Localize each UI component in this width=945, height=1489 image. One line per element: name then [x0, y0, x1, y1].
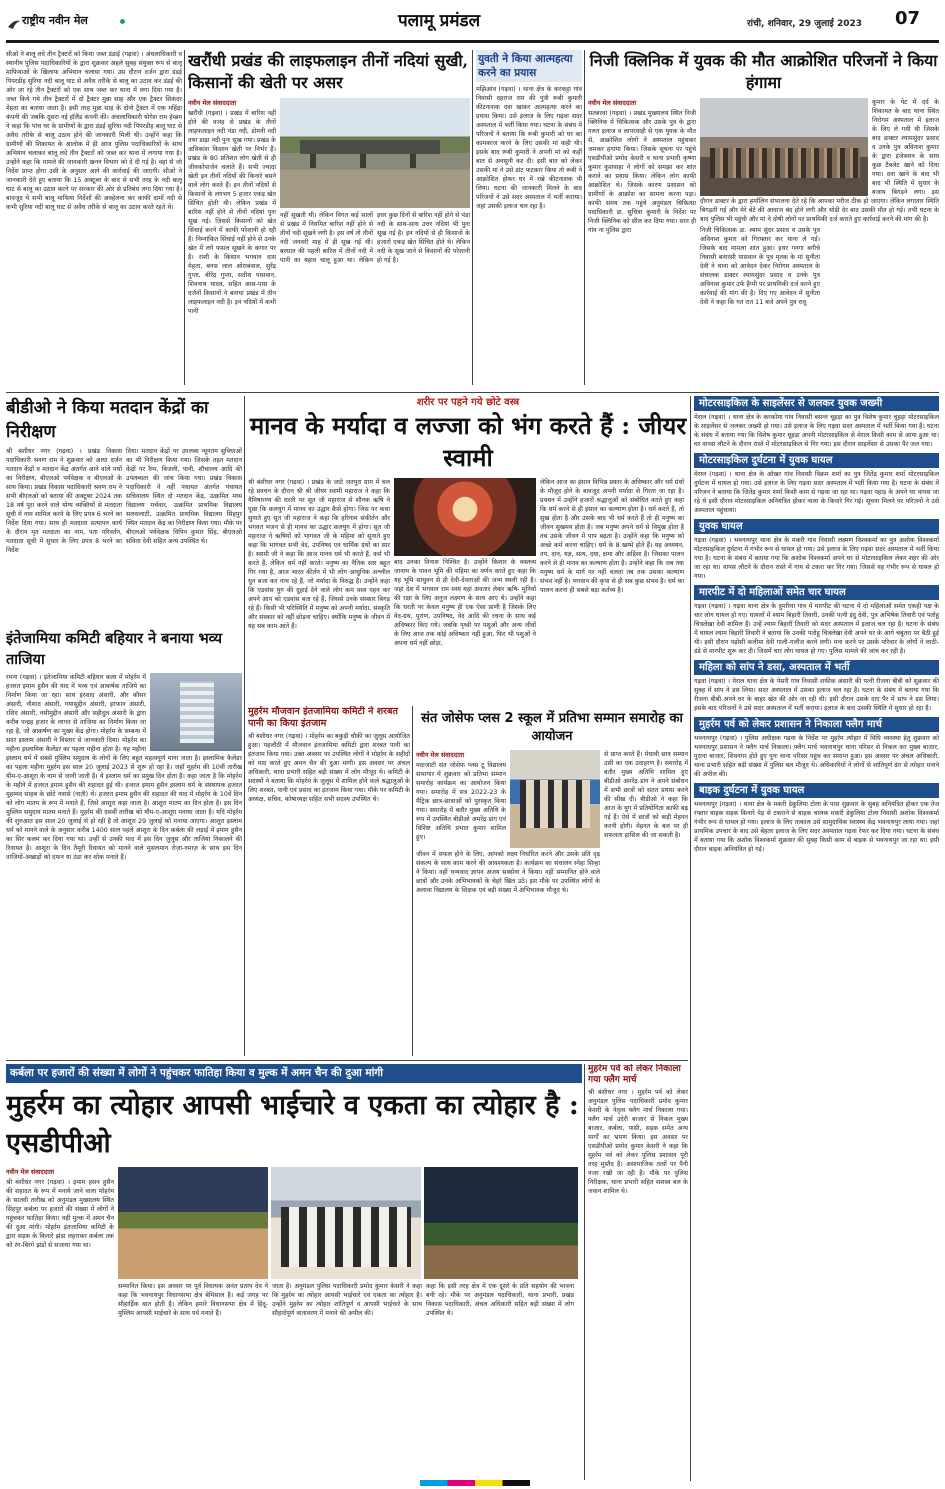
- photo-swami: [394, 478, 536, 556]
- article-body: भवनाथपुर (गढ़वा) । पुलिस अधीक्षक गढ़वा के निर्देश पर मुहर्रम त्योहार में विधि व्यवस्था हेतु शुक्रवार को भवनाथपुर प्रशासन ने फ्लैग मार्च निकाला। फ्लैग मार्च भवनाथपुर थाना परिसर से निकल कर मुख्य बाजार, पुराना बाजार, शिवनगर होते हुए पुनः थाना परिसर पहुंच कर समाप्त हुआ। इस अवसर पर अंचल अधिकारी, थाना प्रभारी सहित बड़ी संख्या में पुलिस बल मौजूद थे। अधिकारियों ने लोगों से शांतिपूर्ण ढंग से त्योहार मनाने की अपील की।: [694, 735, 939, 778]
- column-divider: [690, 396, 691, 1481]
- article-body: श्री बंशीधर नगर (गढ़वा) । इमाम हसन हुसैन की शहादत के रूप में मनाये जाने वाला मोहर्रम के सातवी तारीख को अनुमंडल मुख्यालय स्थित सिंहपुर कर्बला पर हजारों की संख्या में लोगों ने पहुंचकर फातिहा किया। वहीं मुल्क में अमन चैन की दुआ मांगी। मोहर्रम इंतजामिया कमिटी के द्वारा सड़क के किनारे झंडा लहराकर कर्बला तक को रंग-बिरंगे झंडों से सजाया गया था।: [6, 1179, 114, 1249]
- byline: नवीन मेल संवाददाता: [416, 751, 465, 759]
- column-divider: [584, 1064, 585, 1480]
- article-body: श्री बंशीधर नगर (गढ़वा) । प्रखंड के जाटे जतपुरा ग्राम में चल रहे प्रवचन के दौरान श्री श्री जीयर स्वामी महाराज ने कहा कि नैमिषारण्य की धरती पर सूत जी महाराज से शौनक ऋषि ने पूछा कि कलयुग में मानव का उद्धार कैसे होगा। जिस पर कथा सुनाते हुए सूत जी महाराज ने कहा कि हरिनाम संकीर्तन और भगवत भजन से ही मानव का उद्धार कलयुग में होगा। सूत जी महाराज ने ऋषियों को भागवत जी के महिमा को सुनाते हुए कहा कि भागवत सभी वेद, उपनिषद एवं धार्मिक ग्रंथों का सार है। स्वामी जी ने कहा कि आज मानव धर्म भी करते हैं, कर्म भी करते हैं, लेकिन धर्म नहीं करते। मनुष्य का नैतिक स्तर बहुत गिर गया है, आज भारत कीर्तन में भी लोग आधुनिक अश्लील धुन बजा कर नाच रहे हैं, जो मर्यादा के विरुद्ध है। उन्होंने कहा कि एडवांस युग की दुहाई देने वाले लोग कम वस्त्र पहन कर अपने आप को एडवांस बता रहे हैं, जिससे उनके संस्कार बिगड़ रहे हैं। किसी भी परिस्थिति में मनुष्य को अपनी मर्यादा, संस्कृति और संस्कार को नहीं छोड़ना चाहिए। क्योंकि मनुष्य के जीवन में यह सब काम आते हैं।: [248, 479, 390, 630]
- article-jiyar-swami: [248, 396, 688, 702]
- article-body: खरौंधी (गढ़वा) । प्रखंड में बारिश नहीं होने की वजह से प्रखंड के तीनों लाइफलाइन नदी पंडा नदी, डोमनी नदी तथा डाढ़ा नदी पुनः सूख गया। प्रखंड के अधिकांश किसान खेती पर निर्भर हैं। प्रखंड के 80 प्रतिशत लोग खेती से ही जीवकोपार्जन चलाते हैं। सभी ज्यादा खेती इन तीनों नदियों की किनारे बसने वाले लोग करते हैं। इन तीनों नदियों से किसानों के लगभग 5 हजार एकड़ खेत सिंचित होती थी। लेकिन प्रखंड में बारिश नहीं होने से तीनों नदियां पुनः सूख गई। जिससे किसानों को खेत सिंचाई करने में काफी परेशानी हो रही है। निम्नांकित सिंचाई नहीं होने से उनके खेत में लगे फसल सूखने के कगार पर है। राशी के किसान भगवान दास मेहता, बनस लाल ओराबंवाल, सुरेंद्र गुप्ता, बीरेंद्र गुप्ता, सतीश पासवान, शिवनाथ यादव, सहित आस-पास के दर्जनों किसानों ने बताया प्रखंड में तीन लाइफलाइन नदी है। इन नदियों में कभी पानी: [188, 110, 276, 315]
- article-body: सम्मानित किया। इस अवसर पर पूर्व विधायक अनंत प्रताप देव ने कहा कि भवनाथपुर विधानसभा क्षेत्र बेमिसाल है। कई जगह पर सौहार्द्रिक बात होती है। लेकिन हमारे विधानसभा क्षेत्र में हिंदू-मुस्लिम आपसी भाईचारे के साथ पर्व मनाते हैं।: [118, 1283, 268, 1317]
- bird-icon: [8, 19, 20, 29]
- dateline: रांची, शनिवार, 29 जुलाई 2023: [747, 19, 862, 29]
- brand-logo: [8, 14, 20, 24]
- article-body: श्री बंशीधर नगर (गढ़वा) । प्रखंड विकास पदाधिकारी श्रवण राम ने शुक्रवार को आधा दर्जन मतदान केंद्रों व मतदान केंद्र अंतर्गत आने वाले पथों का निरीक्षण, बीएलओ पर्यवेक्षक व बीएलओ के साथ किया। प्रखंड विकास पदाधिकारी श्रवण राम ने सभी बीएलओ को बताया की अक्टूबर 2024 तक 18 वर्ष पूरा करने वाले योग्य व्यक्तियों से मतदाता सूची में नाम शामिल करने के लिए प्रपत्र 6 भरने का निर्देश दिया गया। साथ ही मतदाता सत्यापन कार्य के दौरान मृत मतदाता का नाम, पता परिवर्तन, मतदाता सूची में सुधार के लिए प्रपत्र 8 भरने का निर्देश: [6, 448, 122, 554]
- right-column-briefs: [694, 396, 939, 1481]
- photo-karbala-crowd: [118, 1167, 268, 1279]
- brief-snakebite: [694, 660, 939, 713]
- article-body: जाता है। अनुमंडल पुलिस पदाधिकारी प्रमोद कुमार केसरी ने कहा कि मुहर्रम का त्योहार आपसी भाईचारे एवं एकता का त्योहार है। उन्होंने मुहर्रम का त्योहार शांतिपूर्ण व आपसी भाईचारे के साथ सौहार्दपूर्ण वातावरण में मनाने की अपील की।: [272, 1283, 422, 1317]
- article-body: सीओ ने बालू लदे तीन ट्रैक्टरों को किया जब्त डंडाई (गढ़वा) । अंचलाधिकारी व स्थानीय पुलिस पदाधिकारियों के द्वारा शुक्रवार अहले सुबह संयुक्त रूप से बालू माफियाओं के खिलाफ अभियान चलाया गया। उस दौरान दर्जन द्वारा डंडई पिपरडीह सुरिया नदी बालू घाट से अवैध तरीके से बालू का उठाव कर डंडई की ओर जा रहे तीन ट्रैक्टरों को एक साथ जब्त कर थाना में लगा दिया गया है। जब्त किये गये तीन ट्रैक्टरों में दो ट्रैक्टर मुन्ना साह और एक ट्रैक्टर सिकंदर मेहता का बताया जाता है। इसी तरह मुन्ना साह के दोनो ट्रैक्टर में एक महिंद्रा कंपनी की जबकि दूसरा नई हॉलैंड कंपनी की। अंचलाधिकारी योगेश राम हेम्ब्रम ने कहा कि पांच घर के ग्रामीणों के द्वारा डंडई सुरिया नदी पिपरडीह बालू घाट से अवैध तरीके से बालू उठाव होने की जानकारी मिली थी। उन्होंने कहा कि ग्रामीणों की शिकायत के आलोक में ही आज पुलिस पदाधिकारियों के साथ अभियान चलाकर बालू लदे तीन ट्रैक्टरों को जब्त कर थाना में लगाया गया है। उन्होंने कहा कि मामले की जानकारी खनन विभाग को दे दी गई है। वहां से जो निर्देश प्राप्त होगा उसी के अनुसार आगे की कार्रवाई की जाएगी। सीओ ने जानकारी देते हुए बताया कि 15 अक्टूबर के बाद से सभी तरह के नदी बालू घाट से बालू का उठाव करने पर सरकार की ओर से प्रतिबंध लगा दिया गया है। बावजूद ये सभी बालू माफिया निर्देशों की अवहेलना कर काफी दामों नदी से कभी सुरिया नदी बालू घाट से अवैध तरीके से बालू का उठाव करते रहते थे।: [6, 51, 182, 211]
- headline: मोटरसाइकिल के साइलेंसर से जलकर युवक जख्मी: [694, 396, 939, 411]
- section-title: पलामू प्रमंडल: [398, 11, 481, 31]
- column-divider: [244, 396, 245, 1056]
- headline: मानव के मर्यादा व लज्जा को भंग करते हैं : जीयर स्वामी: [249, 411, 687, 472]
- headline-box: [476, 50, 582, 82]
- headline: मुहर्रम पर्व को लेकर प्रशासन ने निकाला फ्लैग मार्च: [694, 717, 939, 732]
- brief-silencer: [694, 396, 939, 449]
- article-body: सतबरवा (गढ़वा) । प्रखंड मुख्यालय स्थित निजी क्लिनिक में चिकित्सक और उसके पुत्र के द्वारा गलत इलाज व लापरवाही से एक युवक के मौत से, आक्रोशित लोगों ने अस्पताल पहुंचकर जमकर हंगामा किया। जिसके सूचना पर पहुंचे एसडीपीओ प्रमोद केसरी व थाना प्रभारी कृष्णा कुमार कुशवाहा ने लोगों को समझा कर शांत कराने का प्रयास किया। लेकिन लोग काफी आक्रोशित थे। जिसके कारण प्रशासन को ग्रामीणों के आक्रोश का सामना करना पड़ा। काफी समय तक पहुंचे अनुमंडल चिकित्सा पदाधिकारी डा. सुचित्रा कुमारी के निर्देश पर निजी क्लिनिक को सील कर दिया गया। सात ही गांव ना पुलिस द्वारा: [588, 110, 696, 234]
- article-muharram-sdpo: [6, 1064, 582, 1484]
- article-suicide-attempt: [476, 50, 582, 390]
- article-sharbat: [248, 706, 410, 1056]
- article-body: मदाजाटी संत जोसेफ प्लस टू विद्यालय सभागार में शुक्रवार को प्रतिभा सम्मान समारोह कार्यक्रम का आयोजन किया गया। समारोह में सत्र 2022-23 के मैट्रिक छात्र-छात्राओं को पुरस्कृत किया गया। समारोह में बतौर मुख्य अतिथि के रूप में उपस्थित बीडीओ अमरेंद्र डांग एवं विशिष्ट अतिथि प्रभात कुमार शामिल हुए।: [416, 762, 506, 841]
- horizontal-rule: [6, 392, 939, 393]
- headline: मारपीट में दो महिलाओं समेत चार घायल: [694, 585, 939, 600]
- headline: निजी क्लिनिक में युवक की मौत आक्रोशित परिजनों ने किया हंगामा: [589, 51, 938, 92]
- photo-officials: [271, 1167, 421, 1279]
- article-body: मेराल (गढ़वा) । थाना क्षेत्र के ओखर गांव निवासी विक्रम शर्मा का पुत्र जितेंद्र कुमार शर्मा मोटरसाइकिल दुर्घटना में घायल हो गया। उसे इलाज के लिए गढ़वा सदर अस्पताल में भर्ती किया गया है। घटना के संबंध में परिजन ने बताया कि जितेंद्र कुमार शर्मा किसी काम से गढ़वा जा रहा था। गढ़वा पहाड़ के अपने घर वापस जा रहे थे इसी दौरान मोटरसाइकिल अनियंत्रित होकर नाला के किनारे गिर गई। सूचना मिलने पर परिजनों ने उसे अस्पताल पहुंचाया।: [694, 471, 939, 514]
- article-bdo-inspection: [6, 396, 242, 626]
- article-body: से प्राप्त करते हैं। मेधावी छात्र सम्मान उसी का एक उदाहरण है। समारोह में बतौर मुख्य अतिथि शामिल हुए बीडीओ अमरेंद्र डांग ने अपने संबोधन में सभी छात्रों को सतत प्रयास करने की सीख दी। बीडीओ ने कहा कि आज के युग में प्रतियोगिता काफी बढ़ गई है। ऐसे में छात्रों को कड़ी मेहनत करनी होगी। मेहनत के बल पर ही सफलता हासिल की जा सकती है।: [604, 751, 688, 839]
- brief-bike-crash: [694, 783, 939, 854]
- article-body: रमना (गढ़वा) । इंतेजामिया कमिटी बहियार कला में मोहर्रम में हजरत इमाम हुसैन की याद में भव्य एवं आकर्षक ताजिये का निर्माण किया जा रहा। साथ इरशाद अंसारी, और कौसर अंसारी, नौशाद अंसारी, गयासुद्दीन अंसारी, इरफान अंसारी, रशिद अंसारी, नसीमुद्दीन अंसारी और सहीदुल अंसारी के द्वारा करीब पन्द्रह हजार के लागत से ताजिया का निर्माण किया जा रहा है, जो आकर्षण का मुख्य केंद्र होगा। मोहर्रम के सम्बन्ध में सदर इस्लाम अंसारी ने विस्तार से जानकारी दिया। मोहर्रम का महीना इस्लामिक कैलेंडर का पहला महीना होता है। यह महीना इस्लाम धर्म में सबसे मुस्लिम समुदाय के लोगों के लिए बहुत महत्वपूर्ण माना जाता है। इस्लामिक कैलेंडर का पहला महीना मुहर्रम इस साल 20 जुलाई 2023 से शुरू हो रहा है। जहाँ मुहर्रम की 10वीं तारीख यौम-ए-आशूरा के नाम से जानी जाती है। ये इस्लाम धर्म का प्रमुख दिन होता है। कहा जाता है कि मोहर्रम के महीने में हजरत इमाम हुसैन की शहादत हुई थी। हजरत इमाम हुसैन इस्लाम धर्म के संस्थापक हजरत मुहम्मद साहब के छोटे नवासे (नाती) थे। हजरत इमाम हुसैन की शहादत की याद में मोहर्रम के 10वें दिन को लोग मातम के रूप में मनाते हैं, जिसे आशूरा कहा जाता है। आशूरा मातम का दिन होता है। इस दिन मुस्लिम समुदाय मातम मनाते हैं। मुहर्रम की दसवीं तारीख को यौम-ए-आशूरा मनाया जाता है। यदि मोहर्रम की शुरुआत इस साल 20 जुलाई से हो रही है तो आशूरा 29 जुलाई को मनाया जाएगा। आशूरा इस्लाम धर्म को मानने वाले के अनुसार करीब 1400 साल पहले आशूरा के दिन कर्बला की लड़ाई में इमाम हुसैन का सिर कलम कर दिया गया था। उन्हीं से उनकी याद में इस दिन जुलूस और ताजिया निकालने की रिवायत है। आशूरा के दिन तैमूरी रिवायत को मानने वाले मुसलमान रोज़ा-नमाज़ के साथ इस दिन ताजियों-अखाड़ों को दफन या ठंडा कर शोक मनाते हैं।: [6, 674, 242, 861]
- article-tazia: [6, 628, 242, 1058]
- headline: इंतेजामिया कमिटी बहियार ने बनाया भव्य ताजिया: [6, 630, 223, 668]
- photo-procession: [424, 1167, 578, 1279]
- article-flag-march-sbn: [588, 1064, 688, 1484]
- article-body: कहा कि इसी तरह क्षेत्र में एक दूसरे के प्रति सहयोग की भावना बनी रहे। मौके पर अनुमंडल पदाधिकारी, थाना प्रभारी, प्रखंड विकास पदाधिकारी, अंचल अधिकारी सहित बड़ी संख्या में लोग उपस्थित थे।: [426, 1283, 574, 1317]
- article-body: निजी चिकित्सक डा. श्याम सुंदर प्रसाद व उसके पुत्र अविनाश कुमार को गिरफ्तार कर थाना ले गई। जिसके बाद मामला शांत हुआ। इधर गनगा बगीचे निवासी बनारसी पासवान के पुत्र मृतक के मां सुनीता देवी ने थाना को आवेदन देकर निरोगम अस्पताल के संचालक डाक्टर श्यामसुंदर प्रसाद व उनके पुत्र अविनाश कुमार उर्फ हैप्पी पर प्राथमिकी दर्ज करने हुए कार्रवाई की मांग की है। दिए गए आवेदन में सुनीता देवी ने कहा कि गत रात 11 बजे अपने पुत्र रावू: [700, 227, 820, 306]
- headline: मुहर्रम पर्व को लेकर निकाला गया फ्लैग मार्च: [588, 1064, 681, 1085]
- headline: खरौंधी प्रखंड की लाइफलाइन तीनों नदियां सुखी, किसानों की खेती पर असर: [188, 51, 469, 92]
- masthead: [0, 0, 945, 44]
- article-rivers-dry: [188, 50, 470, 390]
- header-rule: [6, 40, 939, 43]
- byline: नवीन मेल संवाददाता: [6, 1168, 55, 1176]
- article-body: भवनाथपुर (गढ़वा) । थाना क्षेत्र के मकरी डेकुलिया टोला के पास शुक्रवार के सुबह अनियंत्रित होकर एक तेज रफ्तार बाइक सड़क किनारे पेड़ से टकराने से बाइक चालक मकरी डेकुलिया टोला निवासी अशोक विश्वकर्मा गंभीर रूप से घायल हो गया। इलाज के लिए तत्काल उसे सामुदायिक स्वास्थ्य केंद्र भवनाथपुर लाया गया। जहां प्राथमिक उपचार के बाद उसे बेहतर इलाज के लिए सदर अस्पताल गढ़वा रेफर कर दिया गया। घटना के संबंध में बताया गया कि अशोक विश्वकर्मा शुक्रवार की सुबह किसी काम से बाइक से भवनाथपुर जा रहा था। इसी दौरान बाइक अनियंत्रित हो गई।: [694, 801, 939, 853]
- article-body: श्री बंशीधर नगर । मुहर्रम पर्व को लेकर अनुमंडल पुलिस पदाधिकारी प्रमोद कुमार केसरी के नेतृत्व फ्लैग मार्च निकाला गया। फ्लैग मार्च उदेरी बाजार से निकल मुख्य बाजार, कर्बला, पासी, सड़क समेत अन्य मार्गों का भ्रमण किया। इस अवसर पर एसडीपीओ प्रमोद कुमार केसरी ने कहा कि मुहर्रम पर्व को लेकर पुलिस प्रशासन पूरी तरह मुस्तैद है। असामाजिक तत्वों पर पैनी नजर रखी जा रही है। मौके पर पुलिस निरीक्षक, थाना प्रभारी सहित सशस्त्र बल के जवान शामिल थे।: [588, 1089, 688, 1195]
- photo-crowd: [700, 98, 868, 196]
- article-sand-seizure: [6, 50, 182, 390]
- article-body: श्री बंशीधर नगर (गढ़वा) । मोहर्रम का बकुड़ी चौकी का जुलूस आयोजित हुआ। पहलौठी में मौजवान इंतजामिया कमिटी द्वारा शरबत पानी का इंतजाम किया गया। उक्त अवसर पर उपस्थित लोगों ने मोहर्रम के शहीदों को याद करते हुए अमन चैन की दुआ मांगी। इस अवसर पर अंचल अधिकारी, थाना प्रभारी सहित बड़ी संख्या में लोग मौजूद थे। कमिटी के सदस्यों ने बताया कि मोहर्रम के जुलूस में शामिल होने वाले श्रद्धालुओं के लिए शरबत, पानी एवं प्रसाद का इंतजाम किया गया। मौके पर कमिटी के अध्यक्ष, सचिव, कोषाध्यक्ष सहित सभी सदस्य उपस्थित थे।: [248, 733, 410, 803]
- byline: नवीन मेल संवाददाता: [588, 99, 637, 107]
- column-divider: [412, 706, 413, 1056]
- byline: नवीन मेल संवाददाता: [188, 99, 237, 107]
- article-clinic-death: [588, 50, 939, 390]
- headline: बाइक दुर्घटना में युवक घायल: [694, 783, 939, 798]
- brand-name: राष्ट्रीय नवीन मेल: [22, 14, 88, 27]
- headline: बीडीओ ने किया मतदान केंद्रों का निरीक्षण: [6, 398, 209, 442]
- article-st-joseph: [416, 710, 688, 1056]
- color-registration-bar: [420, 1480, 530, 1486]
- article-body: मेराल (गढ़वा) । थाना क्षेत्र के करकोमा गांव निवासी बसन्त चूहड़ा का पुत्र विशेष कुमार चूहड़ा मोटरसाइकिल के साइलेंसर से जलकर जख्मी हो गया। उसे इलाज के लिए गढ़वा सदर अस्पताल में भर्ती किया गया है। घटना के संबंध में बताया गया कि विशेष कुमार चूहड़ा अपनी मोटरसाइकिल से मेराल किसी काम से आया हुआ था। घर वापस लौटने के दौरान रास्ते में मोटरसाइकिल से गिर गया। इस दौरान साइलेंसर से उसका पैर जल गया।: [694, 414, 939, 448]
- photo-award: [510, 750, 600, 848]
- kicker: कर्बला पर हजारों की संख्या में लोगों ने पहुंचकर फातिहा किया व मुल्क में अमन चैन की दुआ मांगी: [10, 1067, 383, 1079]
- horizontal-rule: [6, 1060, 688, 1061]
- headline: मुहर्रम का त्योहार आपसी भाईचारे व एकता का त्योहार है : एसडीपीओ: [6, 1090, 579, 1159]
- brief-bike-accident: [694, 453, 939, 515]
- column-divider: [184, 50, 185, 385]
- headline: मुहर्रम मौजवान इंतजामिया कमिटी ने शरबत पानी का किया इंतजाम: [248, 706, 398, 729]
- headline: संत जोसेफ प्लस 2 स्कूल में प्रतिभा सम्मान समारोह का आयोजन: [421, 711, 683, 744]
- color-strip-left: [120, 19, 125, 24]
- article-body: गढ़वा (गढ़वा) । गढ़वा थाना क्षेत्र के दुमरिया गांव में मारपीट की घटना में दो महिलाओं समेत एकही पक्ष के चार लोग घायल हो गए। घायलों में श्याम बिहारी तिवारी, उनकी पत्नी इंदु देवी, पुत्र अभिषेक तिवारी एवं पतोहू चित्रलेखा देवी शामिल हैं। उन्हें श्याम बिहारी तिवारी को सदर अस्पताल में इलाज चल रहा है। घटना के संबंध में घायल श्याम बिहारी तिवारी ने बताया कि उनकी पतोहू चित्रलेखा देवी अपने घर के आगे चबूतरा पर बैठी हुई थी। इसी दौरान पड़ोसी कलीमा देवी गाली-गलौज करने लगी। मना करने पर उसके परिवार के लोगों ने लाठी-डंडे से मारपीट शुरू कर दी। जिसमें चार लोग घायल हो गए। पुलिस मामले की जांच कर रही है।: [694, 603, 939, 655]
- photo-dry-river: [280, 98, 470, 208]
- brief-assault: [694, 585, 939, 656]
- headline: युवती ने किया आत्महत्या करने का प्रयास: [478, 53, 573, 79]
- page-number: 07: [895, 8, 921, 29]
- kicker: शरीर पर पहने गये छोटे वस्त्र: [416, 397, 520, 408]
- headline: महिला को सांप ने डसा, अस्पताल में भर्ती: [694, 660, 939, 675]
- article-body: जीवन में सफल होने के लिए, आपको लक्ष्य निर्धारित करने और उसके प्रति दृढ़ संकल्प के साथ काम करने की आवश्यकता है। कार्यक्रम का संचालन स्नेहा सिन्हा ने किया। वहीं धन्यवाद ज्ञापन अजय सक्सेना ने किया। वहीं सम्मानित होने वाले छात्रों और उनके अभिभावकों के चेहरे खिल उठे। इस मौके पर उपस्थित लोगों के अलावा विद्यालय के शिक्षक एवं बड़ी संख्या में अभिभावक मौजूद थे।: [416, 851, 600, 894]
- photo-tazia: [150, 673, 242, 751]
- article-body: मझिआंव (गढ़वा) । थाना क्षेत्र के करकट्टा गांव निवासी दहराज राम की पुत्री रूबी कुमारी कीटनाशक दवा खाकर आत्महत्या करने का प्रयास किया। उसे इलाज के लिए गढ़वा सदर अस्पताल में भर्ती किया गया। घटना के संबंध में परिजनों ने बताया कि रूबी कुमारी को घर का कामकाज करने के लिए उसकी मां कही थी। इसके बाद रूबी कुमारी ने अपनी मां को कहीं बात से अनसुनी कर दी। इसी बात को लेकर उसकी मां ने उसे डांट फटकार किया तो रूबी ने आक्रोशित होकर घर में रखे कीटनाशक पी लिया। घटना की जानकारी मिलने के बाद परिजनों ने उसे सदर अस्पताल में भर्ती कराया। जहां उसकी इलाज चल रहा है।: [476, 86, 582, 210]
- article-body: नहीं सूखती थी। लेकिन विगत कई सालों से प्रखंड में नियमित बारिश नहीं होने से तीनों नदी सूखने लगी है। इस वर्ष तो तीनों नदी जनवरी माह में ही सूख गई थी। बरसात की पहली बारिश में तीनों नदी में पानी का बहाव चालू हुआ था। लेकिन इधर कुछ दिनों से बारिश नहीं होने से पंडा नदी के साथ-साथ उत्तर नदियां भी पुनः सूख गई है। इन नदियों से ही किसानों के हजारों एकड़ खेत सिंचित होते थे। लेकिन नदी के सूख जाने से किसानों की परेशानी हो गई है।: [280, 212, 470, 264]
- article-body: बाद उनका विनाश निश्चित है। उन्होंने किशार के वक्तव्य जानाय के पावन भूमि की महिमा का वर्णन करते हुए कहा कि यह भूमि साधुवन से ही देवी-देवताओं की जन्म स्थली रही है। जहां देश में भगवान राम स्वयं यहां अवतार लेकर ऋषि- मुनियों की रक्षा के लिए अनुज लक्ष्मण के साथ आए थे। उन्होंने कहा कि धरती पर केवल मनुष्य ही एक ऐसा प्राणी है जिसके लिए वेद-ग्रंथ, पुराण, उपनिषद, वेद आदि की रचना के साथ कई अविष्कार किए गये। जबकि पृथ्वी पर पशुओं और अन्य जीवों के लिए आज तक कोई अविष्कार नहीं हुआ, फिर भी पशुओं ने अपना धर्म नहीं छोड़ा,: [394, 559, 536, 647]
- article-body: दिया। मतदान केंद्रों पर उपलब्ध न्यूनतम सुविधाओं का भी निरीक्षण किया गया। जिसके तहत मतदान केंद्रों पर रैम्प, बिजली, पानी, शौचालय आदि की उपलब्धता की जांच किया गया। प्रखंड विकास पदाधिकारी ने नहीं पंचायत अंतर्गत पंचायत सचिवालय स्थित दो मतदान केंद्र, उत्क्रमित मध्य विद्यालय मर्चवार, उत्क्रमित प्राथमिक विद्यालय सलसलाटी, उत्क्रमित प्राथमिक विद्यालय सिंहपुर स्थित मतदान केंद्र का निरीक्षण किया गया। मौके पर बीएलओ पर्यवेक्षक विपिन कुमार सिंह, बीएलओ सविता देवी सहित अन्य उपस्थित थे।: [126, 448, 242, 545]
- article-body: गढ़वा (गढ़वा) । भवनाथपुर थाना क्षेत्र के मकरी गांव निवासी लक्ष्मण विश्वकर्मा का पुत्र अशोक विश्वकर्मा मोटरसाइकिल दुर्घटना में गंभीर रूप से घायल हो गया। उसे इलाज के लिए गढ़वा सदर अस्पताल में भर्ती किया गया है। घटना के संबंध में बताया गया कि अशोक विश्वकर्मा अपने घर से मोटरसाइकिल लेकर शहर की ओर जा रहा था। वापस लौटने के दौरान रास्ते में गाय से टकरा कर गिर गया। जिससे वह गंभीर रूप से घायल हो गया।: [694, 537, 939, 580]
- article-body: कुमार के पेट में दर्द के शिकायत के बाद थाना स्थित निरोगम अस्पताल में इलाज के लिए ले गयी थी जिसके बाद डाक्टर श्यामसुंदर प्रसाद व उनके पुत्र अविनाश कुमार के द्वारा इंजेक्शन के साथ कुछ टैबलेट खाने को दिया गया। दवा खाने के बाद भी बाद भी स्थिति में सुधार के बजाय बिगड़ने लगा। इस दौरान डाक्टर के द्वारा हर्मालिन संभालना देते रहे कि आपका मरीज ठीक हो जाएगा। लेकिन लगातार स्थिति बिगड़ती गई और मेरे बेटे की आवाज बंद होने लगी और थोड़ी देर बाद उसकी मौत हो गई। तभी घटना के बाद पुलिस भी पहुंची और मां ने दोषी लोगों पर प्राथमिकी दर्ज कराते हुए कार्रवाई करने की मांग की है।: [700, 99, 939, 223]
- brief-flag-march: [694, 717, 939, 779]
- article-body: गढ़वा (गढ़वा) । मेराल थाना क्षेत्र के पेसरी गांव निवासी शफीक अंसारी की पत्नी रीजना बीबी को शुक्रवार की सुबह में सांप ने डस लिया। सदर अस्पताल में उसका इलाज चल रहा है। घटना के संबंध में बताया गया कि रीजना बीबी अपने घर के बाहर खेत की ओर जा रही थी। इसी दौरान उसके दाए पैर में सांप ने डस लिया। इसके बाद परिजनों ने उसे सदर अस्पताल में भर्ती कराया। इलाज के बाद उसकी स्थिति में सुधार हो रहा है।: [694, 678, 939, 712]
- article-body: लेकिन आज का इंसान विभिन्न प्रकार के अविष्कार और धर्म ग्रंथों के मौजूद होने के बावजूद अपनी मर्यादा से गिरता जा रहा है। प्रवचन में उन्होंने हजारों श्रद्धालुओं को संबोधित करते हुए कहा कि धर्म करने से ही इंसान का कल्याण होता है। धर्म करते हैं, तो सुख होता है और उसके बाद भी धर्म करते हैं तो ही मनुष्य का जीवन सुखमय होता है। जब मनुष्य अपने धर्म से विमुख होता है तब उसके जीवन में पाप बढ़ता है। उन्होंने कहा कि मनुष्य को अच्छे कर्म करना चाहिए। धर्म के 8 खम्भे होते हैं। यह अध्ययन, तप, दान, यज्ञ, सत्य, दया, क्षमा और अहिंसा है। जिसका पालन करने से ही मानव का कल्याण होता है। उन्होंने कहा कि जब तक मनुष्य धर्म के मार्ग पर नहीं चलता तब तक उसका कल्याण संभव नहीं है। भगवान की कृपा से ही सब कुछ संभव है। धर्म का पालन करना ही सबसे बड़ा कर्तव्य है।: [540, 479, 684, 594]
- kicker-bar: [6, 1064, 582, 1083]
- column-divider: [472, 50, 473, 385]
- headline: मोटरसाइकिल दुर्घटना में युवक घायल: [694, 453, 939, 468]
- brief-youth-injured: [694, 519, 939, 581]
- headline: युवक घायल: [694, 519, 939, 534]
- column-divider: [584, 50, 585, 385]
